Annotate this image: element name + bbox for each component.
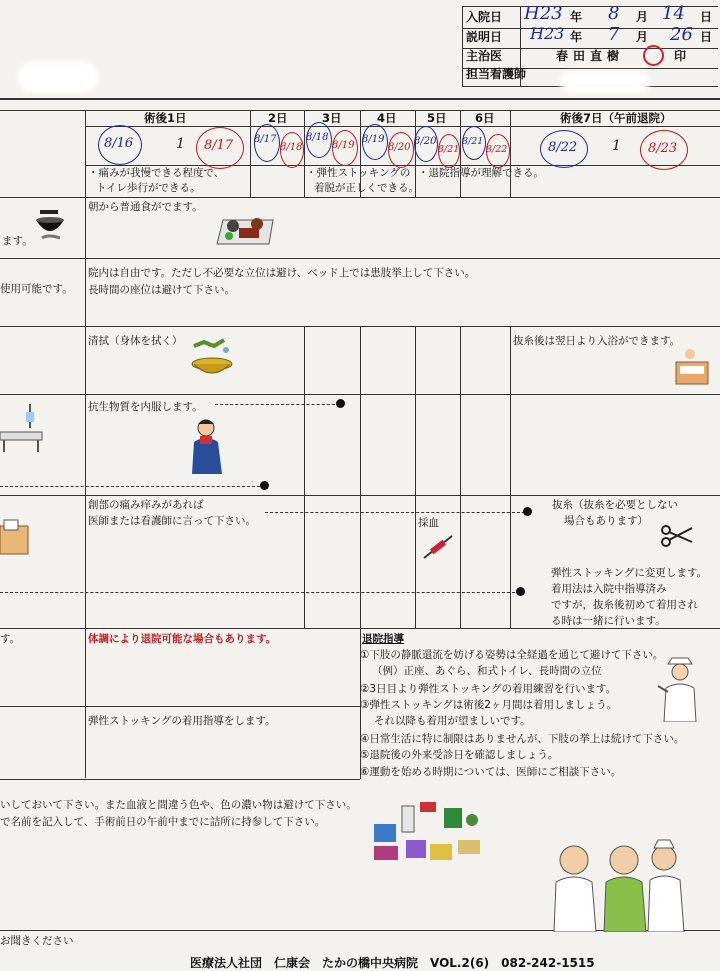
date-d1b: 8/17	[204, 138, 234, 153]
blood-text: 採血	[418, 517, 439, 529]
date-d4b: 8/20	[388, 142, 411, 153]
activity-line1: 院内は自由です。ただし不必要な立位は避け、ベッド上では患肢挙上して下さい。	[88, 267, 476, 279]
left-timeline-dot	[260, 481, 269, 490]
pain-timeline	[265, 512, 525, 513]
instruction-2: ②3日目より弾性ストッキングの着用練習を行います。	[360, 683, 617, 695]
activity-left: 使用可能です。	[0, 283, 73, 295]
admission-era: H23	[524, 3, 563, 24]
month-char: 月	[636, 10, 649, 24]
instruction-4: ④日常生活に特に制限はありませんが、下肢の挙上は続けて下さい。	[360, 733, 685, 745]
syringe-icon	[420, 532, 456, 562]
explain-era: H23	[530, 24, 565, 43]
date-d1a: 8/16	[104, 136, 134, 151]
instruction-1: ①下肢の静脈還流を妨げる姿勢は全経過を通じて避けて下さい。	[360, 649, 664, 661]
stocking-end-dot	[516, 587, 525, 596]
goal-3: ・退院指導が理解できる。	[418, 167, 544, 179]
year-char: 年	[570, 10, 583, 24]
day-char-2: 日	[700, 30, 713, 44]
medicine-timeline	[215, 404, 340, 405]
goal-2-line1: ・弾性ストッキングの	[306, 167, 411, 179]
col-day4: 4日	[377, 111, 397, 125]
instruction-3b: それ以降も着用が望ましいです。	[374, 715, 531, 727]
explain-month: 7	[608, 24, 620, 45]
admission-day: 14	[662, 3, 685, 24]
pain-line2: 医師または看護師に言って下さい。	[88, 515, 256, 527]
medical-kit-icon	[0, 516, 32, 556]
year-char-2: 年	[570, 30, 583, 44]
meal-left: ます。	[2, 235, 33, 247]
left-timeline	[0, 486, 260, 487]
meal-text: 朝から普通食がでます。	[88, 201, 203, 213]
date-d3a: 8/18	[306, 132, 329, 143]
soup-bowl-icon	[34, 208, 68, 244]
stock-line1: 弾性ストッキングに変更します。	[551, 567, 708, 579]
bath-text: 抜糸後は翌日より入浴ができます。	[513, 335, 681, 347]
col-day5: 5日	[427, 111, 447, 125]
date-d2a: 8/17	[254, 134, 277, 145]
col-day1: 術後1日	[144, 111, 187, 125]
goal-2-line2: 着脱が正しくできる。	[314, 182, 419, 194]
date-d6b: 8/22	[486, 144, 508, 155]
instruction-1b: （例）正座、あぐら、和式トイレ、長時間の立位	[372, 665, 602, 677]
pain-line1: 創部の痛み痒みがあれば	[88, 499, 204, 511]
col-day6: 6日	[475, 111, 495, 125]
date-d4a: 8/19	[362, 134, 385, 145]
month-char-2: 月	[636, 30, 649, 44]
bottom-line1: いしておいて下さい。また血液と間違う色や、色の濃い物は避けて下さい。	[0, 799, 357, 811]
stock-line4: る時は一緒に行います。	[551, 615, 666, 627]
meal-tray-icon	[215, 206, 275, 246]
day-char: 日	[700, 10, 713, 24]
stock-line3: ですが，抜糸後初めて着用され	[551, 599, 698, 611]
admission-label: 入院日	[466, 10, 503, 24]
wash-basin-icon	[188, 336, 236, 380]
belongings-icon	[372, 800, 492, 866]
scissors-icon	[660, 522, 694, 548]
patient-taking-pill-icon	[186, 418, 230, 474]
clean-text: 清拭（身体を拭く）	[88, 335, 183, 347]
date-d5b: 8/21	[438, 144, 460, 155]
nurse-label: 担当看護師	[466, 67, 527, 81]
hospital-bed-icon	[0, 404, 46, 454]
instruction-6: ⑥運動を始める時期については、医師にご相談下さい。	[360, 766, 622, 778]
goal-1-line1: ・痛みが我慢できる程度で、	[88, 167, 225, 179]
redaction-blob	[18, 62, 98, 92]
bottom-line2: で名前を記入して、手術前日の午前中までに詰所に持参して下さい。	[0, 816, 326, 828]
stocking-timeline	[0, 592, 520, 593]
date-d6a: 8/21	[462, 136, 484, 147]
date-d5a: 8/20	[414, 136, 437, 147]
date-d7b: 8/23	[648, 141, 678, 156]
col-day3: 3日	[322, 111, 342, 125]
suture-line2: 場合もあります）	[564, 515, 648, 527]
stock-guidance: 弾性ストッキングの着用指導をします。	[88, 715, 276, 727]
bathtub-icon	[672, 344, 712, 388]
date-d7a: 8/22	[548, 140, 578, 155]
doctor-name: 春田直樹	[556, 49, 625, 63]
explain-day: 26	[670, 24, 693, 45]
doctor-seal	[643, 45, 664, 66]
discharge-note: 体調により退院可能な場合もあります。	[88, 633, 277, 645]
pain-end-dot	[523, 507, 532, 516]
admission-month: 8	[608, 3, 620, 24]
date-d3b: 8/19	[332, 140, 355, 151]
date-sep-2: 1	[612, 138, 621, 154]
date-sep-1: 1	[176, 136, 185, 152]
seal-label: 印	[674, 49, 687, 63]
medicine-text: 抗生物質を内服します。	[88, 401, 203, 413]
suture-line1: 抜糸（抜糸を必要としない	[552, 499, 678, 511]
redaction-blob-2	[560, 72, 650, 92]
medical-staff-icon	[540, 836, 690, 932]
bottom-line3: お聞きください	[0, 935, 74, 947]
nurse-icon	[656, 656, 704, 722]
activity-line2: 長時間の座位は避けて下さい。	[88, 284, 235, 296]
doctor-label: 主治医	[466, 49, 503, 63]
instruction-3: ③弾性ストッキングは術後2ヶ月間は着用しましょう。	[360, 699, 617, 711]
stock-line2: 着用法は入院中指導済み	[551, 583, 667, 595]
col-day7: 術後7日（午前退院）	[560, 111, 672, 125]
col-day2: 2日	[268, 111, 288, 125]
instruction-5: ⑤退院後の外来受診日を確認しましょう。	[360, 749, 559, 761]
discharge-left: す。	[0, 633, 21, 645]
medicine-end-dot	[336, 399, 345, 408]
explain-label: 説明日	[466, 30, 503, 44]
goal-1-line2: トイレ歩行ができる。	[96, 182, 201, 194]
date-d2b: 8/18	[280, 142, 303, 153]
footer: 医療法人社団 仁康会 たかの橋中央病院 VOL.2(6) 082-242-1515	[190, 956, 595, 970]
instructions-title: 退院指導	[362, 633, 404, 645]
